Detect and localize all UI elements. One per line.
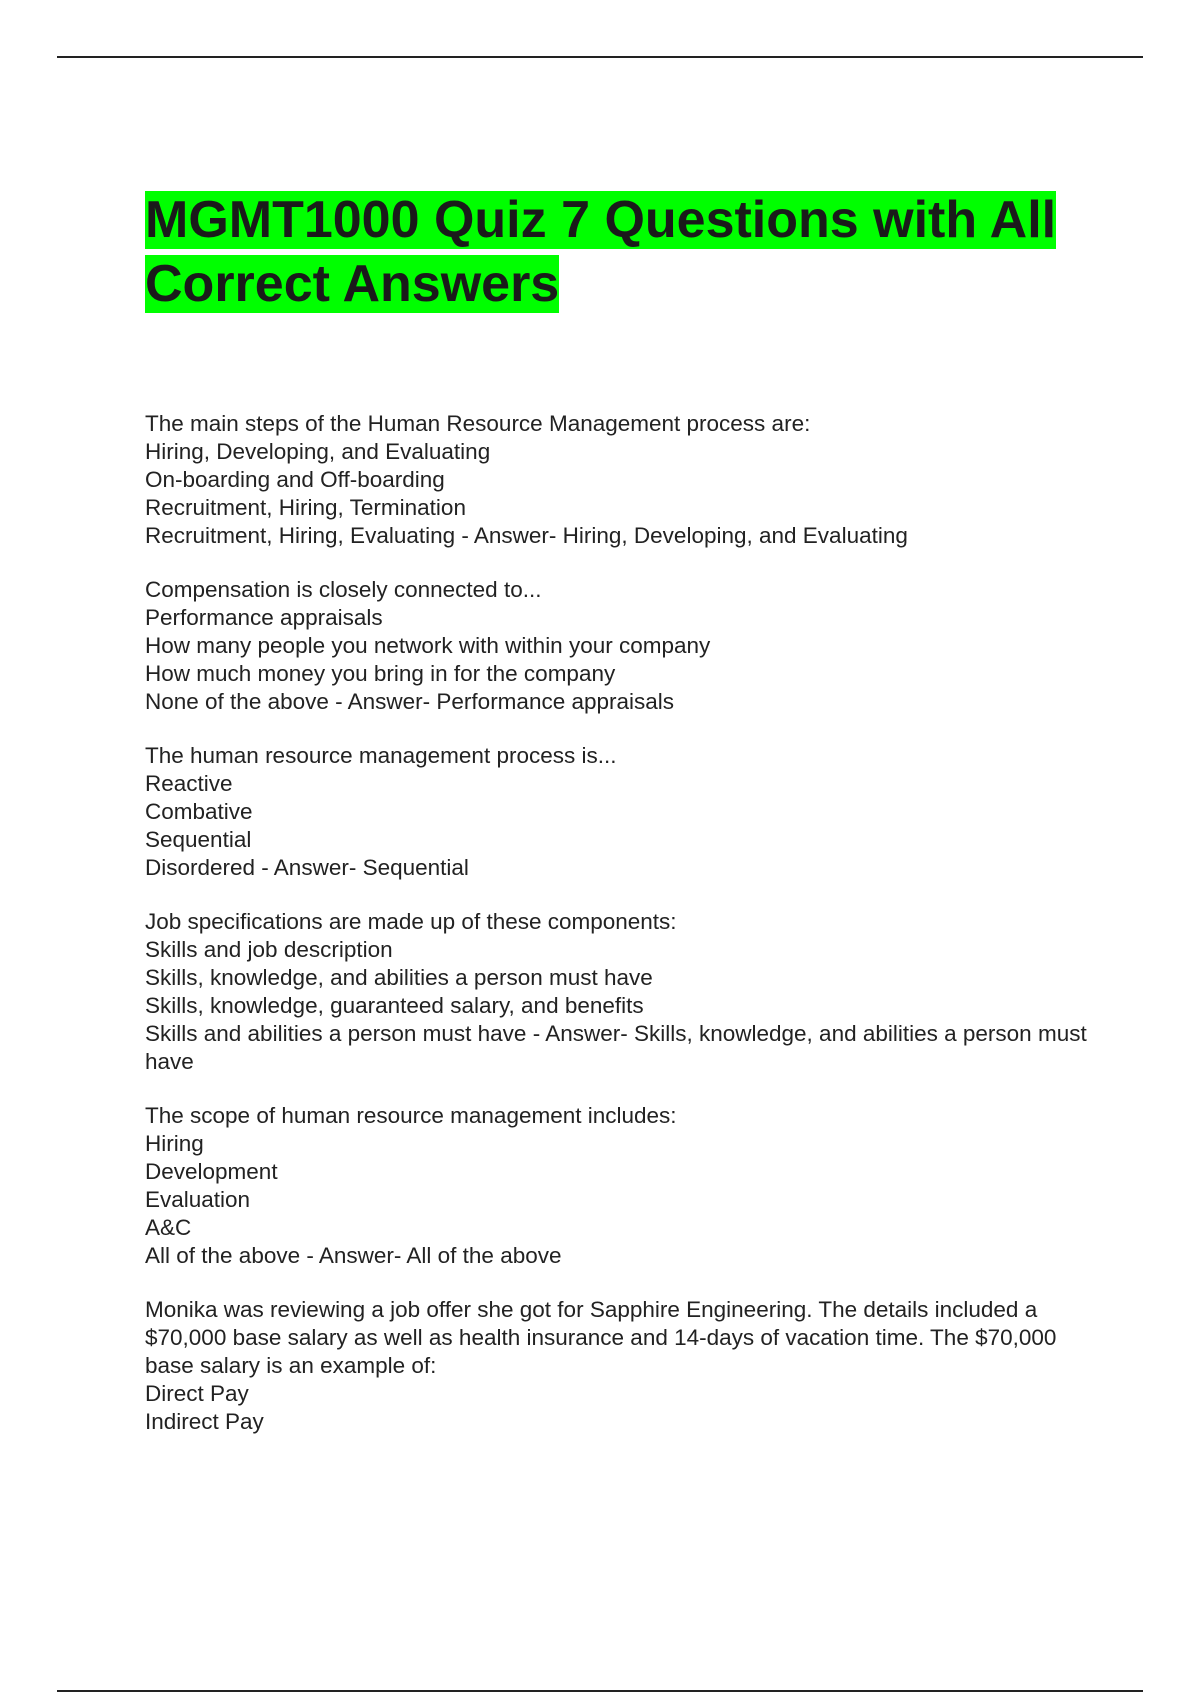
question-5-option: Hiring	[145, 1131, 204, 1156]
top-rule	[57, 56, 1143, 58]
question-6-option: Direct Pay	[145, 1381, 249, 1406]
question-3-option: Combative	[145, 799, 253, 824]
question-3-prompt: The human resource management process is...	[145, 743, 617, 768]
question-4-option: Skills and job description	[145, 937, 393, 962]
question-3-option: Reactive	[145, 771, 233, 796]
question-2-answer: None of the above - Answer- Performance appraisals	[145, 689, 675, 714]
question-block-1	[145, 410, 1095, 550]
question-2-option: Performance appraisals	[145, 605, 383, 630]
document-title-text: MGMT1000 Quiz 7 Questions with All Correct Answers	[145, 191, 1057, 313]
question-3-answer: Disordered - Answer- Sequential	[145, 855, 469, 880]
question-3-option: Sequential	[145, 827, 252, 852]
question-5-option: A&C	[145, 1215, 192, 1240]
question-1-prompt: The main steps of the Human Resource Management process are:	[145, 411, 811, 436]
question-5-answer: All of the above - Answer- All of the above	[145, 1243, 562, 1268]
question-4-prompt: Job specifications are made up of these components:	[145, 909, 677, 934]
question-2-option: How much money you bring in for the company	[145, 661, 616, 686]
question-4-option: Skills, knowledge, and abilities a person must have	[145, 965, 653, 990]
question-list	[145, 410, 1095, 1462]
question-5-prompt: The scope of human resource management includes:	[145, 1103, 677, 1128]
question-1-option: Recruitment, Hiring, Termination	[145, 495, 466, 520]
question-block-2	[145, 576, 1095, 716]
question-block-5	[145, 1102, 1095, 1270]
question-block-3	[145, 742, 1095, 882]
question-5-option: Development	[145, 1159, 278, 1184]
question-2-prompt: Compensation is closely connected to...	[145, 577, 542, 602]
bottom-rule	[57, 1690, 1143, 1692]
question-2-option: How many people you network with within your company	[145, 633, 711, 658]
question-block-6	[145, 1296, 1095, 1436]
question-1-answer: Recruitment, Hiring, Evaluating - Answer- Hiring, Developing, and Evaluating	[145, 523, 908, 548]
question-6-option: Indirect Pay	[145, 1409, 264, 1434]
question-1-option: Hiring, Developing, and Evaluating	[145, 439, 491, 464]
question-5-option: Evaluation	[145, 1187, 251, 1212]
question-1-option: On-boarding and Off-boarding	[145, 467, 445, 492]
question-block-4	[145, 908, 1095, 1076]
document-title	[145, 188, 1105, 316]
question-6-prompt: Monika was reviewing a job offer she got for Sapphire Engineering. The details included a $70,000 base salary as well as health insurance and 14-days of vacation time. The $70,000 base salary is an example of:	[145, 1297, 1057, 1378]
question-4-answer: Skills and abilities a person must have - Answer- Skills, knowledge, and abilities a person must have	[145, 1021, 1087, 1074]
question-4-option: Skills, knowledge, guaranteed salary, and benefits	[145, 993, 644, 1018]
